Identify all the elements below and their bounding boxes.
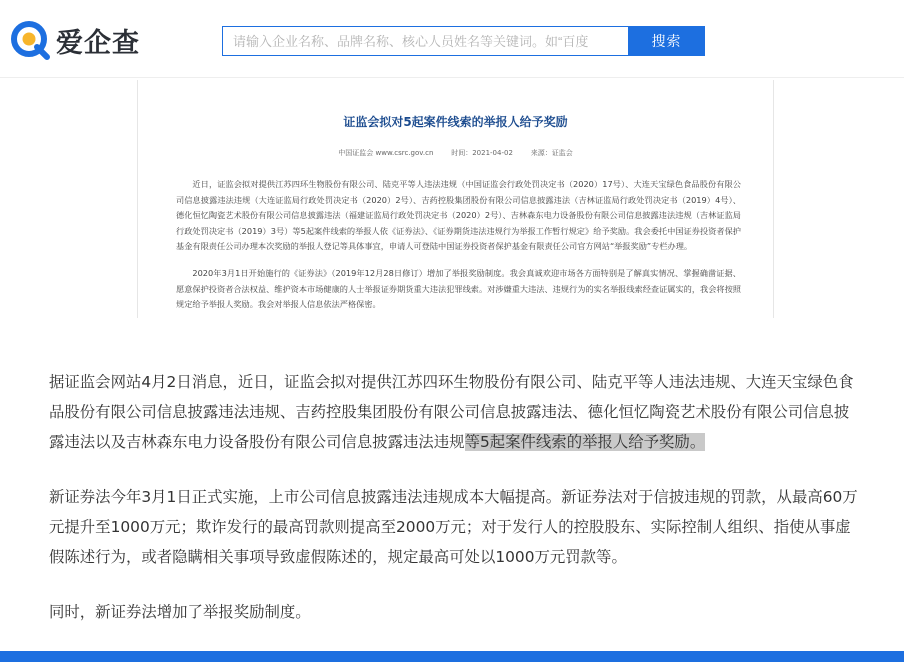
search-button[interactable]: 搜索 [628,26,705,56]
article-paragraph [49,367,864,457]
announcement-time: 时间：2021-04-02 [451,149,513,157]
announcement-paragraph: 2020年3月1日开始施行的《证券法》（2019年12月28日修订）增加了举报奖励制度。我会真诚欢迎市场各方面特别是了解真实情况、掌握确凿证据、愿意保护投资者合法权益、维护资本市场健康的人士举报证券期货重大违法犯罪线索。对涉嫌重大违法、违规行为的实名举报线索经查证属实的，我会将按照规定给予举报人奖励。我会对举报人信息依法严格保密。 [176,268,741,310]
logo-text: 爱企查 [56,27,140,59]
announcement-meta [138,148,773,158]
search-input[interactable] [222,26,628,56]
article-paragraph: 新证券法今年3月1日正式实施，上市公司信息披露违法违规成本大幅提高。新证券法对于信披违规的罚款，从最高60万元提升至1000万元；欺诈发行的最高罚款则提高至2000万元；对于发行人的控股股东、实际控制人组织、指使从事虚假陈述行为，或者隐瞒相关事项导致虚假陈述的，规定最高可处以1000万元罚款等。 [49,488,858,566]
article-paragraph-text: 据证监会网站4月2日消息，近日，证监会拟对提供江苏四环生物股份有限公司、陆克平等人违法违规、大连天宝绿色食品股份有限公司信息披露违法违规、吉药控股集团股份有限公司信息披露违法、德化恒忆陶瓷艺术股份有限公司信息披露违法以及吉林森东电力设备股份有限公司信息披露违法违规 [49,373,854,451]
top-header [0,0,904,78]
logo-q-icon [10,19,52,61]
aiqicha-logo[interactable] [10,18,140,62]
article-paragraph: 同时，新证券法增加了举报奖励制度。 [49,603,311,621]
selected-text-highlight[interactable]: 等5起案件线索的举报人给予奖励。 [464,433,706,451]
announcement-title: 证监会拟对5起案件线索的举报人给予奖励 [343,115,568,129]
announcement-paragraph: 近日，证监会拟对提供江苏四环生物股份有限公司、陆克平等人违法违规（中国证监会行政处罚决定书（2020）17号）、大连天宝绿色食品股份有限公司信息披露违法违规（大连证监局行政处罚决定书（2020）2号）、吉药控股集团股份有限公司信息披露违法（吉林证监局行政处罚决定书（2019）4号）、德化恒忆陶瓷艺术股份有限公司信息披露违法（福建证监局行政处罚决定书（2020）2号）、吉林森东电力设备股份有限公司信息披露违法违规（吉林证监局行政处罚决定书（2019）3号）等5起案件线索的举报人依《证券法》、《证券期货违法违规行为举报工作暂行规定》给予奖励。我会委托中国证券投资者保护基金有限责任公司办理本次奖励的举报人登记等具体事宜，申请人可登陆中国证券投资者保护基金有限责任公司官方网站“举报奖励”专栏办理。 [176,179,741,252]
bottom-bar [0,651,904,662]
announcement-source: 中国证监会 www.csrc.gov.cn [338,149,434,157]
announcement-origin: 来源：证监会 [530,149,573,157]
announcement-image [137,80,774,318]
